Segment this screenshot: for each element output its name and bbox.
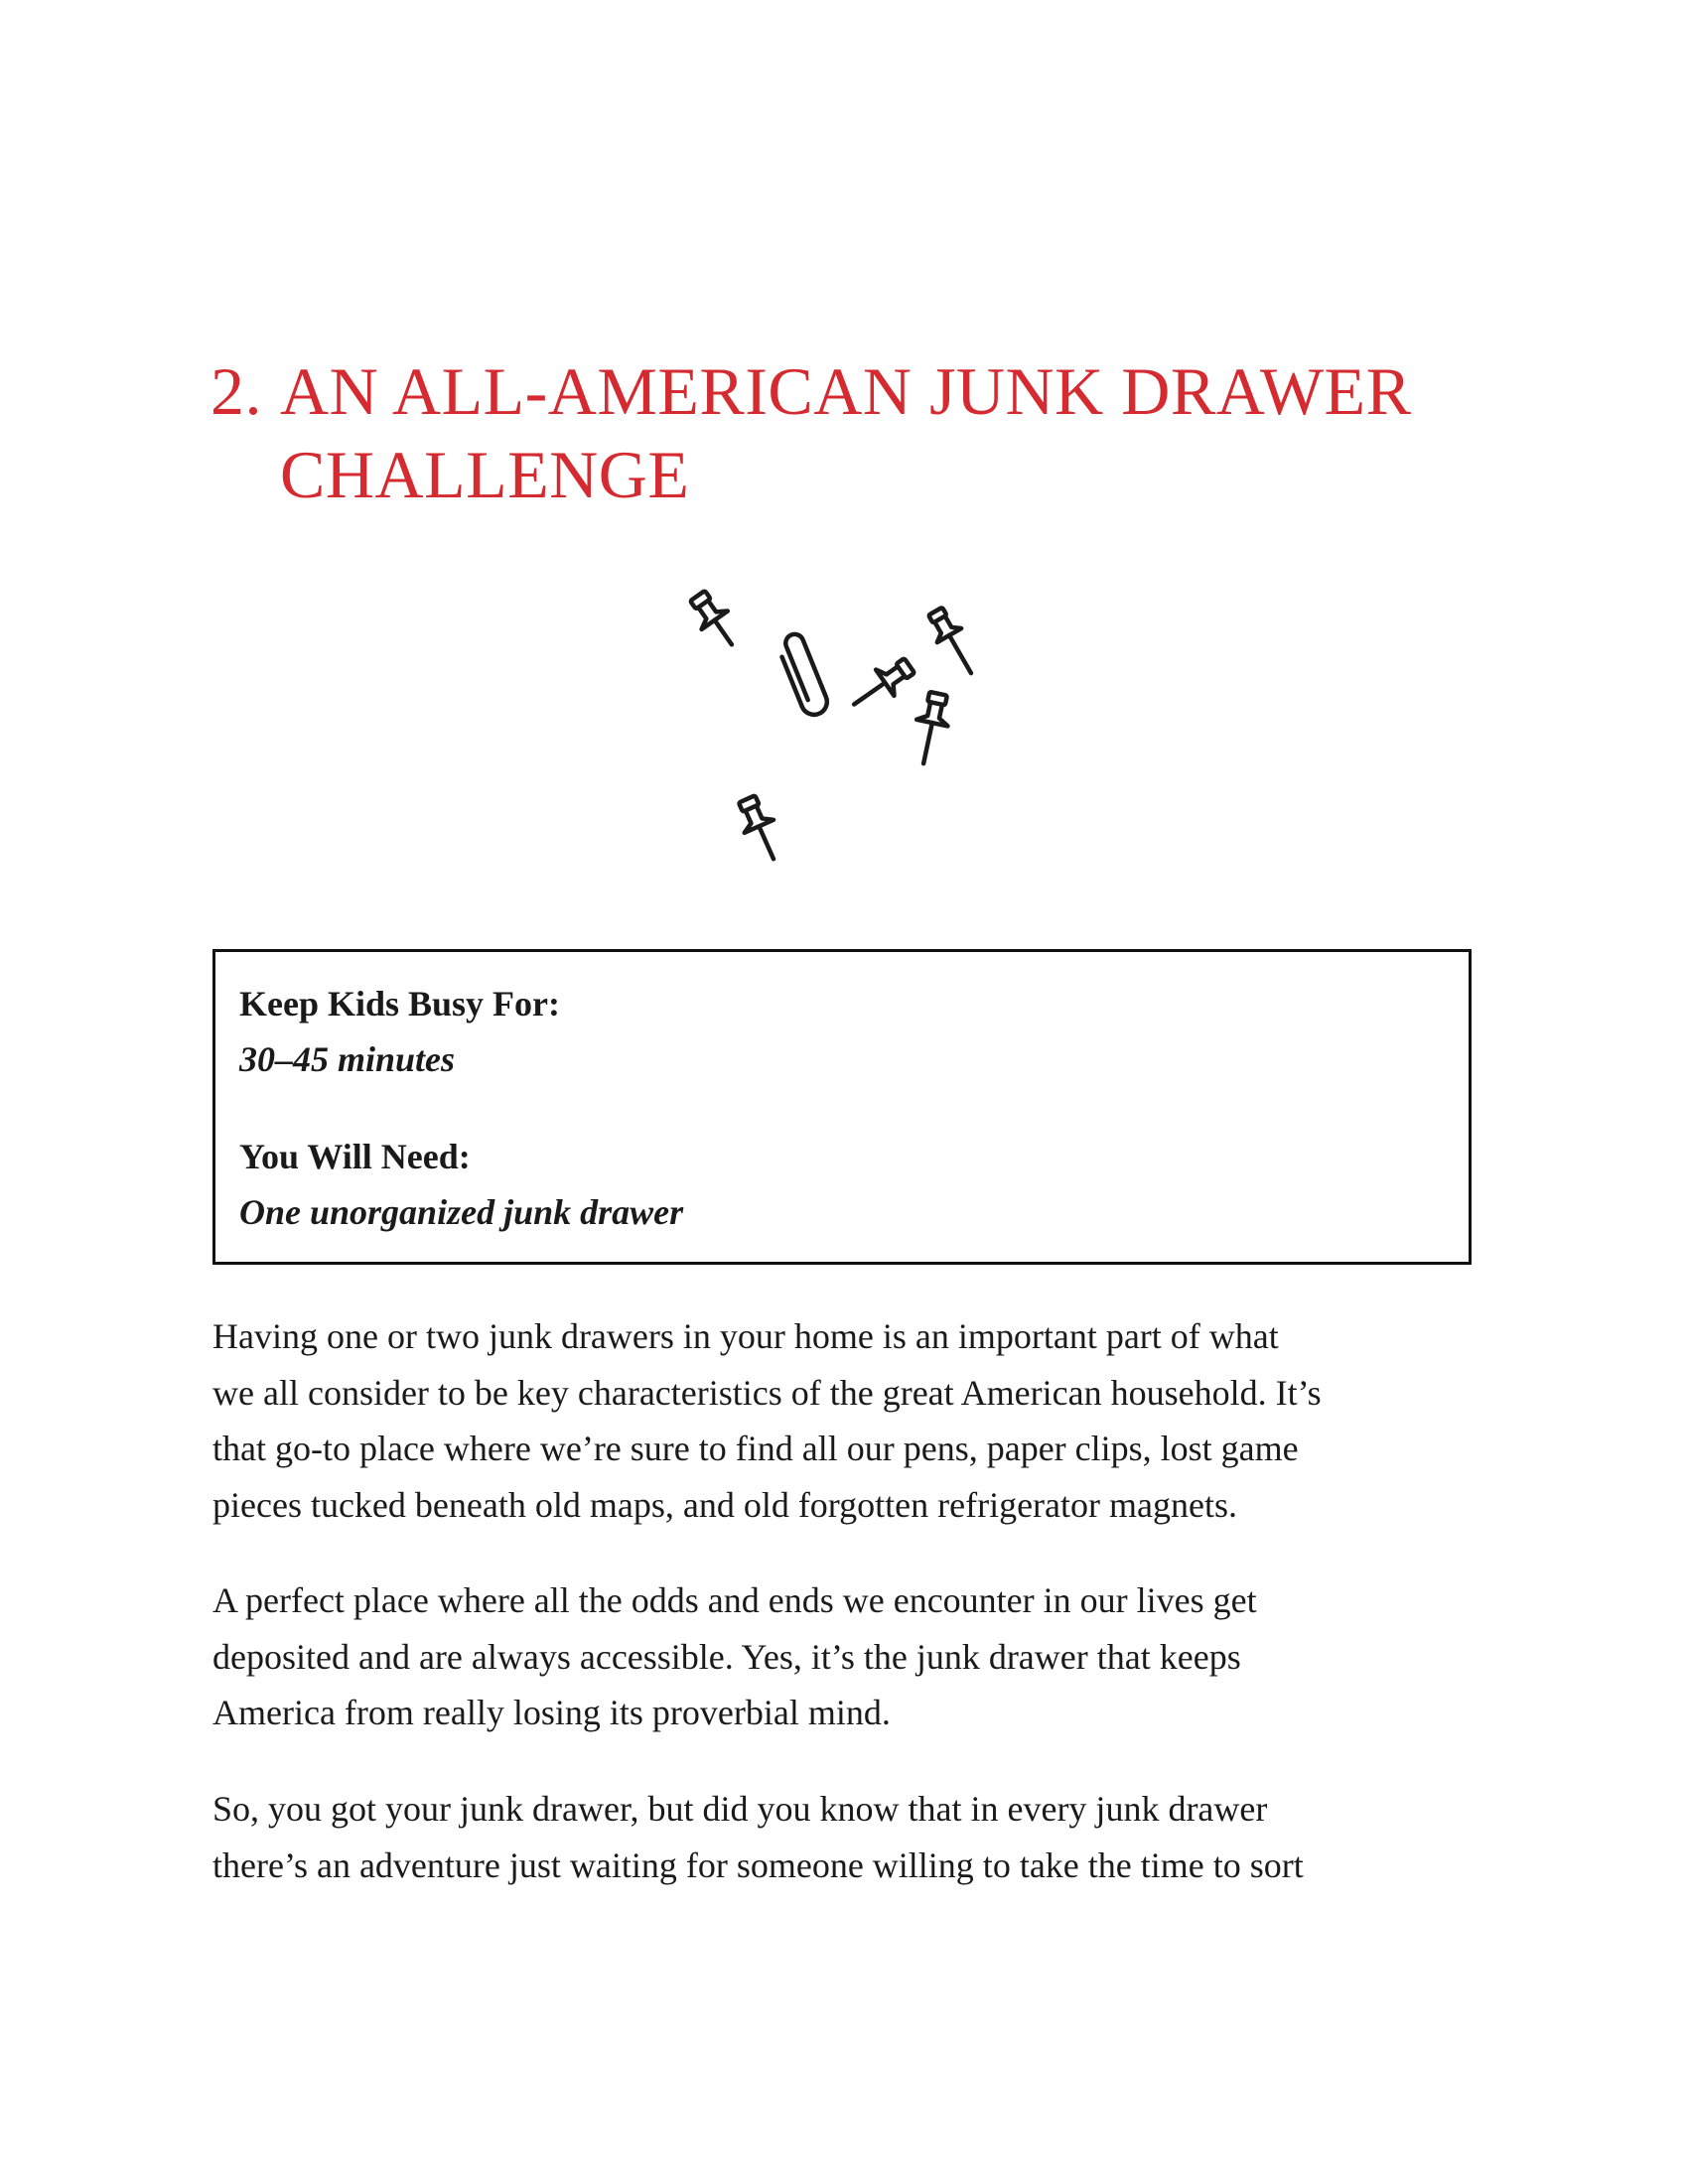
supplies-label: You Will Need: xyxy=(239,1137,471,1176)
paragraph-line: that go-to place where we’re sure to find all our pens, paper clips, lost game xyxy=(212,1429,1299,1468)
paperclip-icon xyxy=(775,631,831,719)
chapter-title xyxy=(211,349,1501,516)
chapter-title-line-1 xyxy=(211,349,1501,433)
paragraph-1 xyxy=(212,1308,1493,1533)
pushpins-illustration xyxy=(665,576,1023,903)
pushpin-icon xyxy=(733,792,788,865)
pushpin-icon xyxy=(845,652,918,717)
paragraph-line: pieces tucked beneath old maps, and old forgotten refrigerator magnets. xyxy=(212,1484,1237,1525)
paragraph-line: deposited and are always accessible. Yes, it’s the junk drawer that keeps xyxy=(212,1636,1241,1677)
paragraph-line: A perfect place where all the odds and ends we encounter in our lives get xyxy=(212,1580,1257,1620)
chapter-number: 2. xyxy=(211,353,262,429)
paragraph-2 xyxy=(212,1572,1493,1741)
paragraph-line: we all consider to be key characteristics of the great American household. It’s xyxy=(212,1372,1322,1413)
busy-time-value: 30–45 minutes xyxy=(239,1039,456,1079)
busy-time-label: Keep Kids Busy For: xyxy=(239,984,561,1024)
chapter-title-text-1: AN ALL-AMERICAN JUNK DRAWER xyxy=(280,353,1412,429)
supplies-value: One unorganized junk drawer xyxy=(239,1192,684,1232)
paragraph-line: So, you got your junk drawer, but did you know that in every junk drawer xyxy=(212,1789,1268,1829)
paragraph-line: Having one or two junk drawers in your home is an important part of what xyxy=(212,1316,1279,1356)
paragraph-line: there’s an adventure just waiting for someone willing to take the time to sort xyxy=(212,1844,1304,1885)
paragraph-3 xyxy=(212,1781,1493,1893)
pushpin-icon xyxy=(908,690,953,766)
activity-info-box xyxy=(212,949,1472,1265)
paragraph-line: America from really losing its proverbial mind. xyxy=(212,1693,891,1732)
chapter-title-line-2: CHALLENGE xyxy=(280,437,690,512)
pushpin-icon xyxy=(923,605,983,680)
pushpin-icon xyxy=(684,587,745,654)
